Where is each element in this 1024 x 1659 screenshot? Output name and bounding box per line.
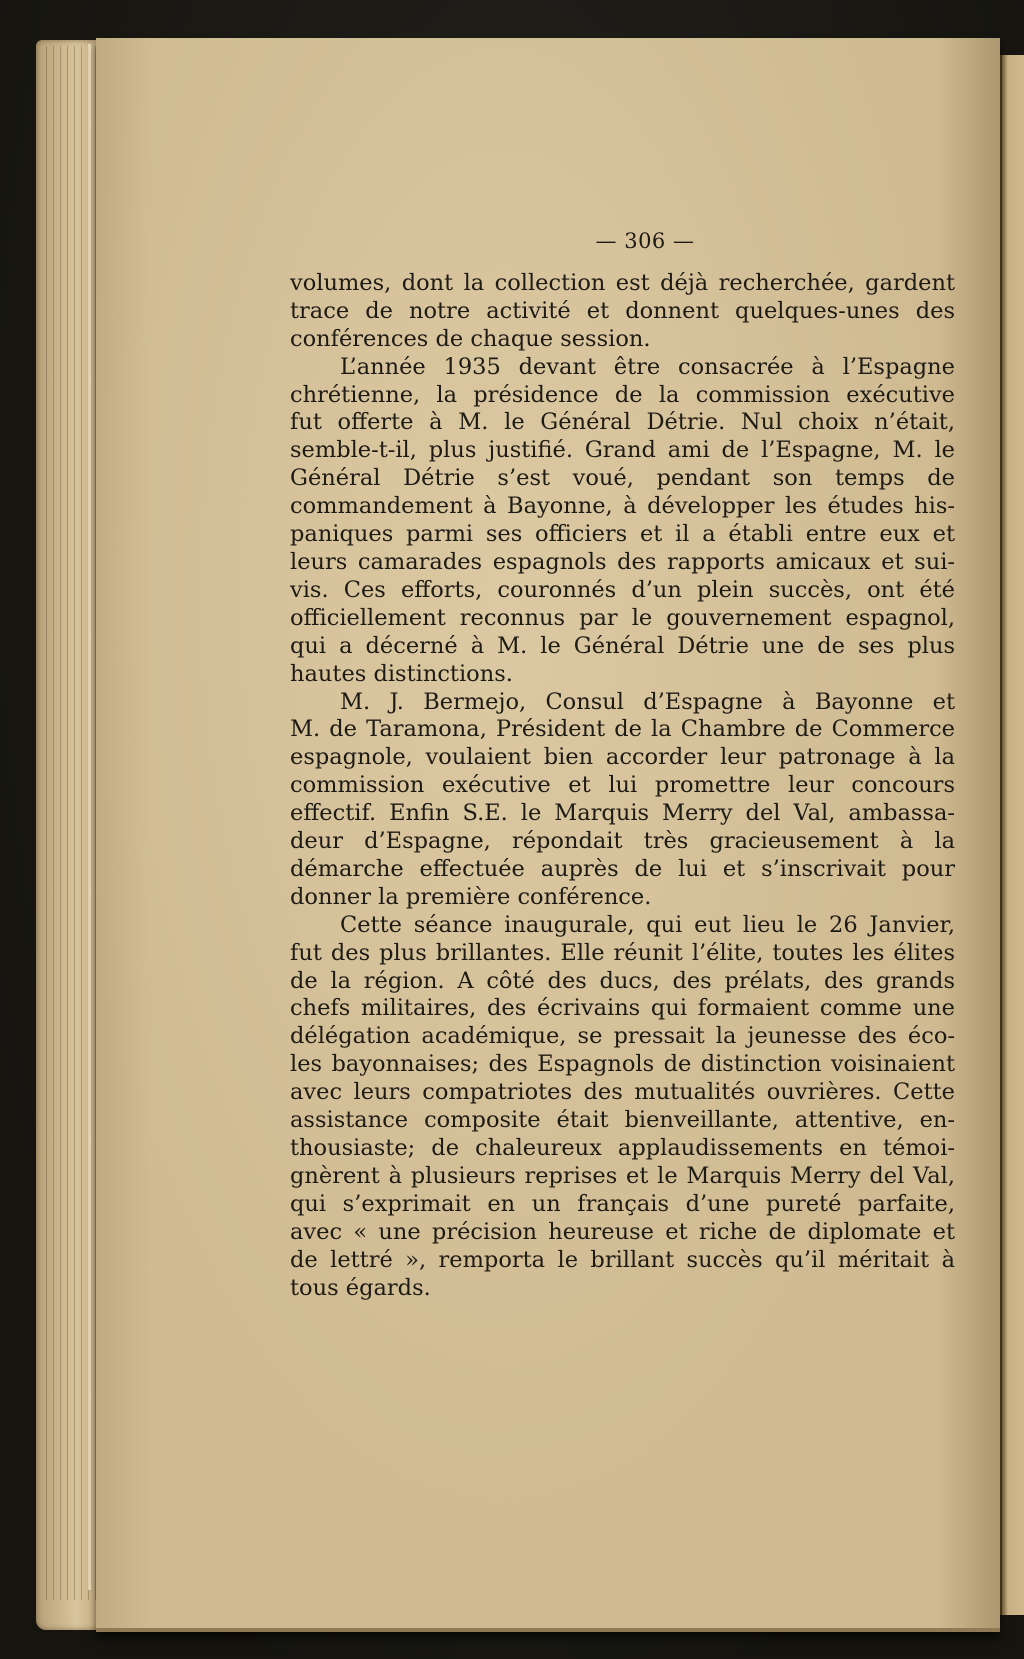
text-line: thousiaste; de chaleureux applaudissements en témoi- xyxy=(290,1135,955,1161)
text-line: donner la première conférence. xyxy=(290,883,652,910)
text-line: commandement à Bayonne, à développer les études his- xyxy=(290,493,955,520)
text-line: officiellement reconnus par le gouvernement espagnol, xyxy=(290,604,955,631)
text-line: chefs militaires, des écrivains qui formaient comme une xyxy=(290,995,955,1022)
text-line: qui s’exprimait en un français d’une pureté parfaite, xyxy=(290,1190,955,1217)
text-line: fut offerte à M. le Général Détrie. Nul choix n’était, xyxy=(290,409,955,436)
text-line: Général Détrie s’est voué, pendant son temps de xyxy=(290,465,955,492)
text-line: de la région. A côté des ducs, des prélats, des grands xyxy=(290,967,955,994)
body-text xyxy=(290,270,955,1303)
text-line: trace de notre activité et donnent quelques-unes des xyxy=(290,297,955,324)
text-line: M. J. Bermejo, Consul d’Espagne à Bayonne et xyxy=(340,688,955,715)
text-line: chrétienne, la présidence de la commission exécutive xyxy=(290,381,955,408)
text-line: Cette séance inaugurale, qui eut lieu le 26 Janvier, xyxy=(340,911,955,938)
text-line: L’année 1935 devant être consacrée à l’Espagne xyxy=(340,353,955,380)
paragraph xyxy=(290,689,955,912)
page-text xyxy=(290,228,955,1302)
text-line: M. de Taramona, Président de la Chambre de Commerce xyxy=(290,716,955,743)
text-line: paniques parmi ses officiers et il a établi entre eux et xyxy=(290,521,955,548)
text-line: deur d’Espagne, répondait très gracieusement à la xyxy=(290,828,955,855)
text-line: leurs camarades espagnols des rapports amicaux et sui- xyxy=(290,548,955,575)
text-line: conférences de chaque session. xyxy=(290,325,651,352)
paragraph xyxy=(290,354,955,689)
text-line: effectif. Enfin S.E. le Marquis Merry del Val, ambassa- xyxy=(290,800,955,827)
paragraph xyxy=(290,912,955,1303)
text-line: vis. Ces efforts, couronnés d’un plein succès, ont été xyxy=(290,576,955,603)
paragraph xyxy=(290,270,955,354)
text-line: assistance composite était bienveillante, attentive, en- xyxy=(290,1107,955,1134)
text-line: hautes distinctions. xyxy=(290,660,513,687)
text-line: les bayonnaises; des Espagnols de distinction voisinaient xyxy=(290,1051,955,1078)
text-line: qui a décerné à M. le Général Détrie une de ses plus xyxy=(290,632,955,659)
page-number: — 306 — xyxy=(595,229,695,253)
facing-page-edge xyxy=(1000,55,1024,1615)
text-line: espagnole, voulaient bien accorder leur patronage à la xyxy=(290,744,955,771)
text-line: avec « une précision heureuse et riche de diplomate et xyxy=(290,1218,955,1245)
text-line: volumes, dont la collection est déjà recherchée, gardent xyxy=(290,269,955,296)
text-line: tous égards. xyxy=(290,1274,431,1301)
text-line: délégation académique, se pressait la jeunesse des éco- xyxy=(290,1023,955,1050)
text-line: fut des plus brillantes. Elle réunit l’élite, toutes les élites xyxy=(290,939,955,966)
text-line: de lettré », remporta le brillant succès qu’il méritait à xyxy=(290,1246,955,1273)
text-line: commission exécutive et lui promettre leur concours xyxy=(290,772,955,799)
text-line: démarche effectuée auprès de lui et s’inscrivait pour xyxy=(290,855,955,882)
text-line: avec leurs compatriotes des mutualités ouvrières. Cette xyxy=(290,1079,955,1106)
text-line: semble-t-il, plus justifié. Grand ami de l’Espagne, M. le xyxy=(290,437,955,464)
text-line: gnèrent à plusieurs reprises et le Marquis Merry del Val, xyxy=(290,1162,955,1189)
